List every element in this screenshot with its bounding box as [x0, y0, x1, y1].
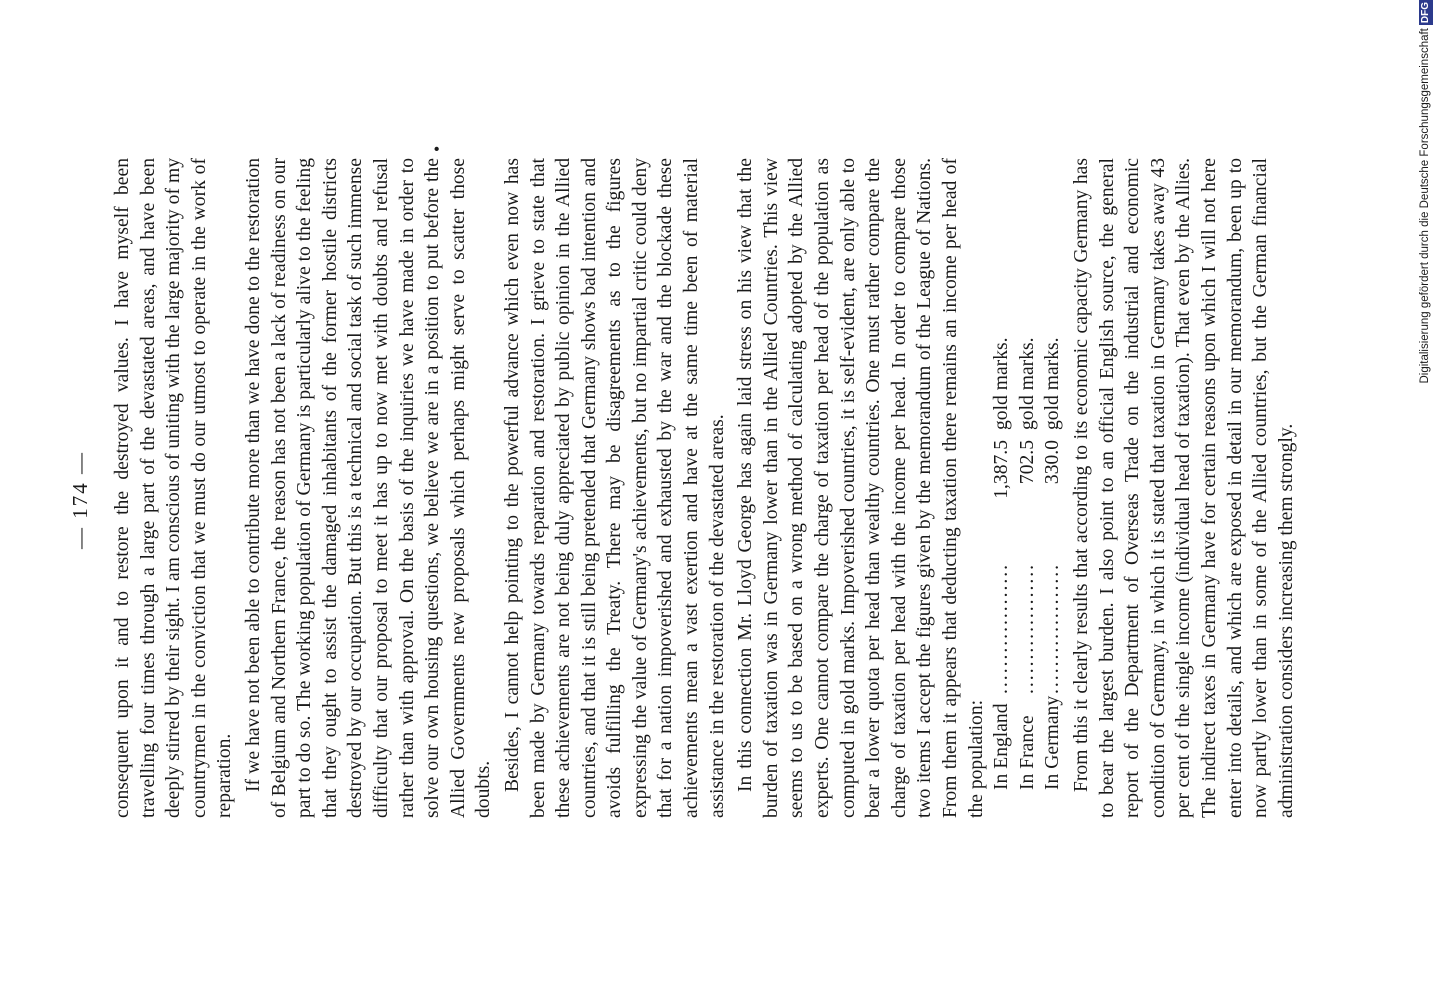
leader-dots: ................... [1042, 562, 1064, 694]
margin-mark: • [427, 145, 447, 152]
leader-dots: ................... [1016, 562, 1038, 694]
paragraph-4: In this connection Mr. Lloyd George has again laid stress on his view that the burden of taxation was in Germany lower than in the Allied Countries. This view seems to us to be based on a wrong method of calculating adopted by the Allied experts. One cannot compare the charge of taxation per head of the population as computed in gold marks. Impoverished countries, it is self-evident, are only able to bear a lower quota per head than wealthy countries. One must rather compare the charge of taxation per head with the income per head. In order to compare those two items I accept the figures given by the memorandum of the League of Nations. From them it appears that deducting taxation there remains an income per head of the population: [735, 158, 987, 818]
page-number: — 174 — [68, 451, 92, 549]
income-value: 330.0 [1042, 440, 1064, 485]
income-row-germany [1040, 330, 1066, 818]
income-unit: gold marks. [1016, 337, 1038, 430]
income-unit: gold marks. [1042, 337, 1064, 430]
leader-dots: ................... [991, 562, 1013, 694]
income-table [989, 158, 1066, 818]
income-value: 702.5 [1016, 440, 1038, 485]
credit-text: Digitalisierung gefördert durch die Deutsche Forschungsgemeinschaft [1419, 28, 1431, 384]
country-label: In Germany [1042, 695, 1064, 790]
income-row-france [1015, 330, 1041, 818]
country-label: In France [1016, 715, 1038, 790]
paragraph-1: consequent upon it and to restore the destroyed values. I have myself been travelling four times through a large part of the devastated areas, and have been deeply stirred by their sight. I am conscious of uniting with the large majority of my countrymen in the conviction that we must do our utmost to operate in the work of reparation. [112, 158, 236, 818]
paragraph-3: Besides, I cannot help pointing to the powerful advance which even now has been made by Germany towards reparation and restoration. I grieve to state that these achievements are not being duly appreciated by public opinion in the Allied countries, and that it is still being pretended that Germany shows bad intention and avoids fulfilling the Treaty. There may be disagreements as to the figures expressing the value of Germany's achievements, but no impartial critic could deny that for a nation impoverished and exhausted by the war and the blockade these achievements mean a vast exertion and have at the same time been of material assistance in the restoration of the devastated areas. [501, 158, 728, 818]
income-row-england [989, 330, 1015, 818]
income-value: 1,387.5 [991, 440, 1013, 499]
income-unit: gold marks. [991, 337, 1013, 430]
body-text-column [110, 158, 1299, 818]
paragraph-5: From this it clearly results that according to its economic capacity Germany has to bear the largest burden. I also point to an official English source, the general report of the Department of Overseas Trade on the industrial and economic condition of Germany, in which it is stated that taxation in Germany takes away 43 per cent of the single income (individual head of taxation). That even by the Allies. The indirect taxes in Germany have for certain reasons upon which I will not here enter into details, and which are exposed in detail in our memorandum, been up to now partly lower than in some of the Allied countries, but the German financial administration considers increasing them strongly. [1070, 158, 1297, 818]
digitization-credit [1418, 0, 1433, 1000]
paragraph-2: If we have not been able to contribute more than we have done to the restoration of Belgium and Northern France, the reason has not been a lack of readiness on our part to do so. The working population of Germany is particularly alive to the feeling that they ought to assist the damaged inhabitants of the former hostile districts destroyed by our occupation. But this is a technical and social task of such immense difficulty that our proposal to meet it has up to now met with doubts and refusal rather than with approval. On the basis of the inquiries we have made in order to solve our own housing questions, we believe we are in a position to put before the Allied Governments new proposals which perhaps might serve to scatter those doubts. [242, 158, 495, 818]
country-label: In England [991, 703, 1013, 790]
dfg-logo: DFG [1420, 2, 1431, 24]
